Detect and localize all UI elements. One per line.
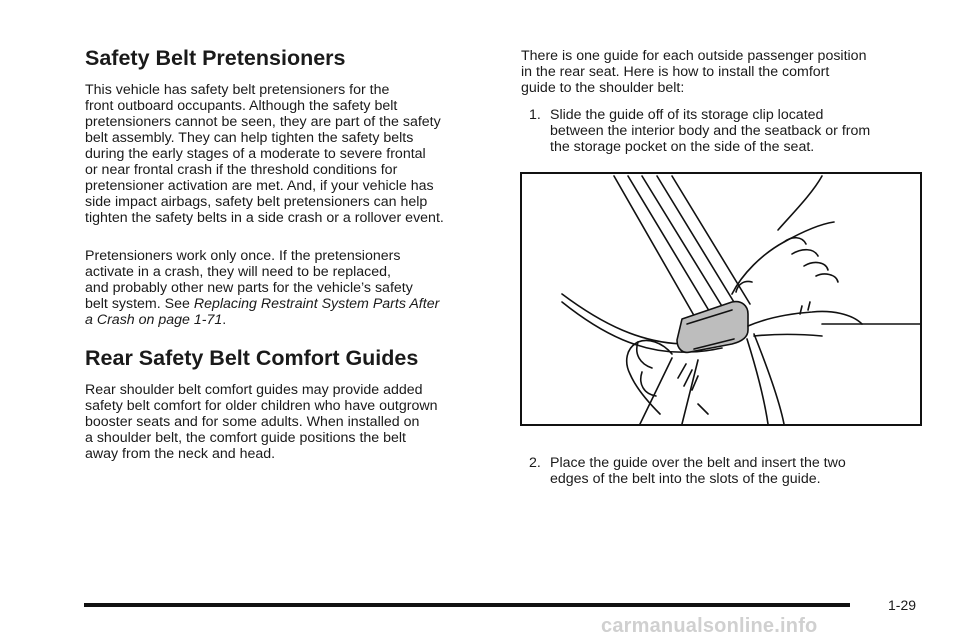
footer-rule [84, 603, 850, 607]
illustration-hands-belt-guide [522, 174, 920, 424]
period: . [222, 312, 227, 328]
paragraph-guide-intro [521, 48, 921, 96]
text-line: Place the guide over the belt and insert the two [550, 455, 846, 471]
text-line: front outboard occupants. Although the safety belt [85, 98, 398, 114]
step-2-text [550, 455, 920, 487]
step-1-number: 1. [529, 107, 541, 123]
step-1-text [550, 107, 920, 155]
cross-reference-link[interactable]: Replacing Restraint System Parts After [193, 296, 440, 312]
comfort-guide-illustration [520, 172, 922, 426]
see-text: belt system. See [85, 296, 194, 312]
paragraph-pretensioners-intro [85, 82, 495, 226]
text-line: Slide the guide off of its storage clip located [550, 107, 824, 123]
text-line: pretensioners cannot be seen, they are part of the safety [85, 114, 441, 130]
cross-reference-link-cont[interactable]: a Crash on page 1-71 [85, 312, 223, 328]
text-line: and probably other new parts for the vehicle’s safety [85, 280, 413, 296]
text-line [85, 296, 495, 312]
text-line [85, 312, 495, 328]
text-line: between the interior body and the seatback or from [550, 123, 871, 139]
text-line: safety belt comfort for older children who have outgrown [85, 398, 438, 414]
paragraph-pretensioners-once [85, 248, 495, 328]
text-line: guide to the shoulder belt: [521, 80, 685, 96]
heading-rear-comfort-guides: Rear Safety Belt Comfort Guides [85, 346, 419, 370]
text-line: the storage pocket on the side of the seat. [550, 139, 815, 155]
text-line: edges of the belt into the slots of the guide. [550, 471, 821, 487]
text-line: activate in a crash, they will need to be replaced, [85, 264, 391, 280]
text-line: booster seats and for some adults. When installed on [85, 414, 420, 430]
heading-safety-belt-pretensioners: Safety Belt Pretensioners [85, 46, 346, 70]
paragraph-comfort-guides [85, 382, 495, 462]
text-line: There is one guide for each outside passenger position [521, 48, 867, 64]
text-line: a shoulder belt, the comfort guide positions the belt [85, 430, 406, 446]
text-line: during the early stages of a moderate to severe frontal [85, 146, 426, 162]
text-line: belt assembly. They can help tighten the safety belts [85, 130, 414, 146]
text-line: side impact airbags, safety belt pretensioners can help [85, 194, 428, 210]
text-line: Rear shoulder belt comfort guides may provide added [85, 382, 423, 398]
text-line: tighten the safety belts in a side crash or a rollover event. [85, 210, 444, 226]
text-line: away from the neck and head. [85, 446, 276, 462]
text-line: This vehicle has safety belt pretensioners for the [85, 82, 390, 98]
text-line: pretensioner activation are met. And, if your vehicle has [85, 178, 434, 194]
watermark: carmanualsonline.info [601, 615, 818, 637]
page-number: 1-29 [888, 597, 917, 613]
step-2-number: 2. [529, 455, 541, 471]
text-line: Pretensioners work only once. If the pretensioners [85, 248, 401, 264]
text-line: in the rear seat. Here is how to install the comfort [521, 64, 830, 80]
text-line: or near frontal crash if the threshold conditions for [85, 162, 398, 178]
